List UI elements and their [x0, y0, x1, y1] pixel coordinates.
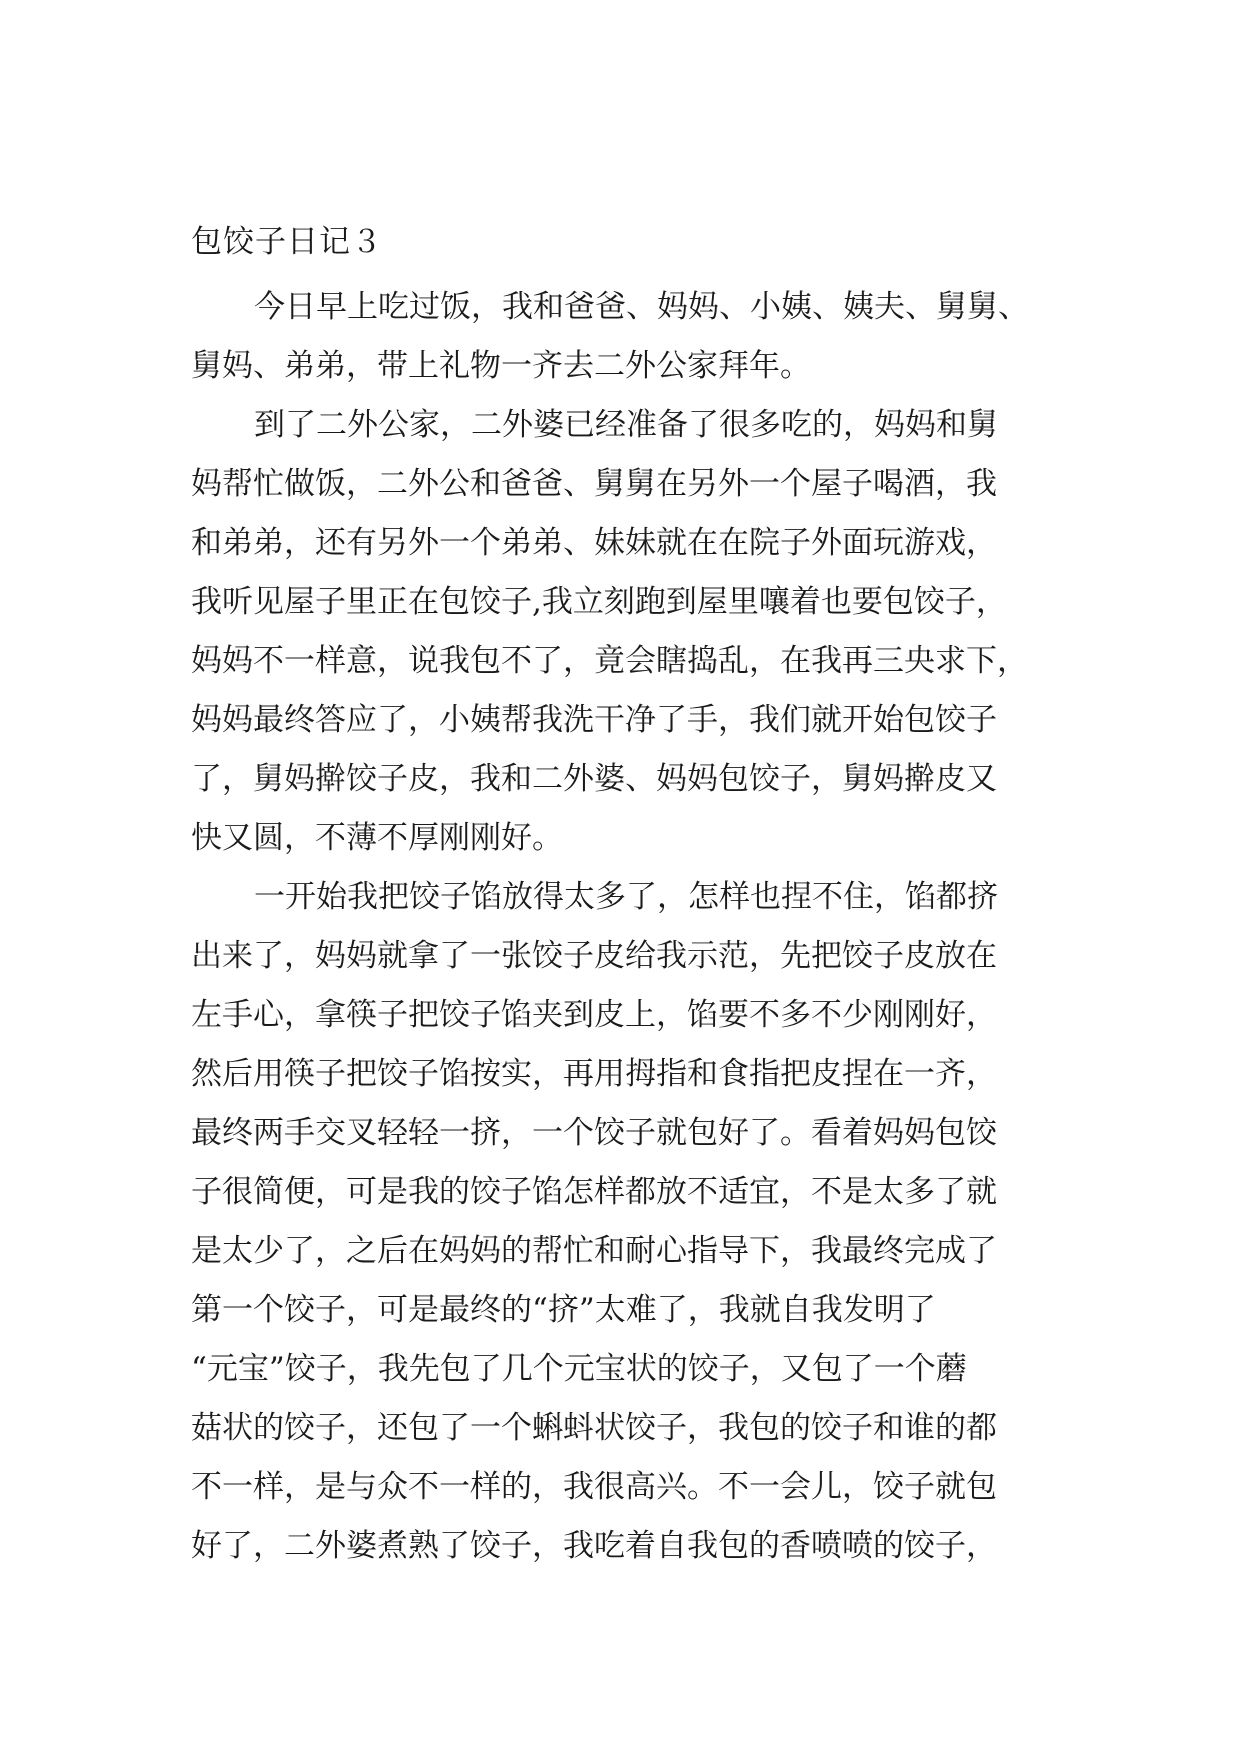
- text-line: “元宝”饺子，我先包了几个元宝状的饺子，又包了一个蘑: [191, 1351, 967, 1387]
- text-line: 出来了，妈妈就拿了一张饺子皮给我示范，先把饺子皮放在: [191, 938, 997, 974]
- text-line: 子很简便，可是我的饺子馅怎样都放不适宜，不是太多了就: [191, 1174, 997, 1210]
- text-line: 然后用筷子把饺子馅按实，再用拇指和食指把皮捏在一齐，: [191, 1056, 997, 1092]
- text-line: 菇状的饺子，还包了一个蝌蚪状饺子，我包的饺子和谁的都: [191, 1410, 997, 1446]
- text-line: 妈妈最终答应了，小姨帮我洗干净了手，我们就开始包饺子: [191, 702, 997, 738]
- document-title: 包饺子日记３: [191, 224, 383, 260]
- text-line: 妈妈不一样意，说我包不了，竟会瞎捣乱，在我再三央求下，: [191, 643, 1028, 679]
- text-line: 不一样，是与众不一样的，我很高兴。不一会儿，饺子就包: [191, 1469, 997, 1505]
- text-line: 妈帮忙做饭，二外公和爸爸、舅舅在另外一个屋子喝酒，我: [191, 466, 997, 502]
- text-line: 左手心，拿筷子把饺子馅夹到皮上，馅要不多不少刚刚好，: [191, 997, 997, 1033]
- text-line: 快又圆，不薄不厚刚刚好。: [191, 820, 563, 856]
- text-line: 一开始我把饺子馅放得太多了，怎样也捏不住，馅都挤: [254, 879, 998, 915]
- text-line: 到了二外公家，二外婆已经准备了很多吃的，妈妈和舅: [254, 407, 998, 443]
- text-line: 我听见屋子里正在包饺子,我立刻跑到屋里嚷着也要包饺子，: [191, 584, 1007, 620]
- text-line: 了，舅妈擀饺子皮，我和二外婆、妈妈包饺子，舅妈擀皮又: [191, 761, 997, 797]
- text-line: 最终两手交叉轻轻一挤，一个饺子就包好了。看着妈妈包饺: [191, 1115, 997, 1151]
- text-line: 和弟弟，还有另外一个弟弟、妹妹就在在院子外面玩游戏，: [191, 525, 997, 561]
- text-line: 好了，二外婆煮熟了饺子，我吃着自我包的香喷喷的饺子，: [191, 1528, 997, 1564]
- text-line: 是太少了，之后在妈妈的帮忙和耐心指导下，我最终完成了: [191, 1233, 997, 1269]
- text-line: 舅妈、弟弟，带上礼物一齐去二外公家拜年。: [191, 348, 811, 384]
- text-line: 今日早上吃过饭，我和爸爸、妈妈、小姨、姨夫、舅舅、: [254, 289, 1029, 325]
- text-line: 第一个饺子，可是最终的“挤”太难了，我就自我发明了: [191, 1292, 936, 1328]
